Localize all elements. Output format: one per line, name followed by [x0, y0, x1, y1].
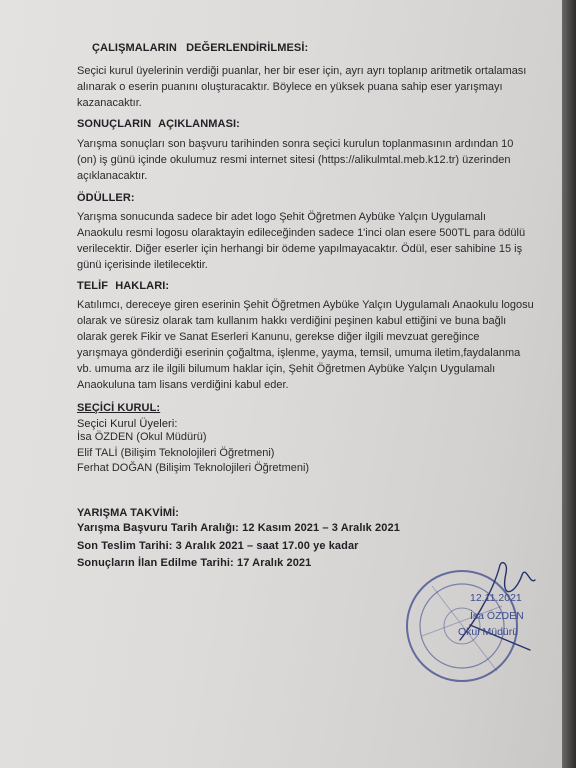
section-heading-awards: ÖDÜLLER:	[77, 192, 135, 204]
jury-member: Elif TALİ (Bilişim Teknolojileri Öğretmeni)	[77, 447, 275, 459]
paragraph-line: Anaokuluna tam lisans verdiğini kabul eder.	[77, 379, 289, 391]
calendar-item: Yarışma Başvuru Tarih Aralığı: 12 Kasım 2021 – 3 Aralık 2021	[77, 522, 400, 534]
calendar-item: Son Teslim Tarihi: 3 Aralık 2021 – saat 17.00 ye kadar	[77, 540, 359, 552]
paragraph-line: Seçici kurul üyelerinin verdiği puanlar, her bir eser için, ayrı ayrı toplanıp aritmetik ortalaması	[77, 65, 527, 77]
section-heading-jury: SEÇİCİ KURUL:	[77, 402, 161, 414]
jury-member: İsa ÖZDEN (Okul Müdürü)	[77, 431, 207, 443]
signature-date: 12.11.2021	[470, 592, 522, 604]
paragraph-line: günü içerisinde iletilecektir.	[77, 259, 208, 271]
paragraph-line: yarışmaya gönderdiği eserinin çoğaltma, işlenme, yayma, temsil, umuma iletim,faydalanma	[77, 347, 521, 359]
section-heading-results: SONUÇLARIN AÇIKLANMASI:	[77, 118, 240, 130]
paragraph-line: olarak gerek Fikir ve Sanat Eserleri Kanunu, gerekse diğer ilgili mevzuat gereğince	[77, 331, 480, 343]
paragraph-line: vb. umuma arz ile ilgili bilumum haklar için, Şehit Öğretmen Aybüke Yalçın Uygulamalı	[77, 363, 496, 375]
paragraph-line: açıklanacaktır.	[77, 170, 148, 182]
section-heading-copyright: TELİF HAKLARI:	[77, 280, 170, 292]
paragraph-line: kazanacaktır.	[77, 97, 142, 109]
signature-title: Okul Müdürü	[458, 626, 519, 638]
paragraph-line: Katılımcı, dereceye giren eserinin Şehit Öğretmen Aybüke Yalçın Uygulamalı Anaokulu logosu	[77, 299, 534, 311]
paragraph-line: Yarışma sonuçları son başvuru tarihinden sonra seçici kurulun toplanmasının ardından 10	[77, 138, 514, 150]
paragraph-line: Yarışma sonucunda sadece bir adet logo Şehit Öğretmen Aybüke Yalçın Uygulamalı	[77, 211, 486, 223]
paragraph-line: verilecektir. Diğer eserler için herhangi bir ödeme yapılmayacaktır. Ödül, eser sahibine 15 iş	[77, 243, 523, 255]
signature-name: İsa ÖZDEN	[470, 610, 524, 622]
background-edge	[562, 0, 576, 768]
section-heading-calendar: YARIŞMA TAKVİMİ:	[77, 507, 180, 519]
paragraph-line: olarak ve süresiz olarak tam kullanım hakkı verdiğini peşinen kabul ettiğini ve buna bağlı	[77, 315, 507, 327]
section-heading-evaluation: ÇALIŞMALARIN DEĞERLENDİRİLMESİ:	[92, 42, 309, 54]
jury-subheading: Seçici Kurul Üyeleri:	[77, 418, 178, 430]
paragraph-line: Anaokulu resmi logosu olaraktayin edileceğinden sadece 1'inci olan esere 500TL para ödülü	[77, 227, 526, 239]
paragraph-line: (on) iş günü içinde okulumuz resmi internet sitesi (https://alikulmtal.meb.k12.tr) üzerinden	[77, 154, 511, 166]
calendar-item: Sonuçların İlan Edilme Tarihi: 17 Aralık 2021	[77, 557, 312, 569]
signature-scribble	[440, 555, 560, 655]
paragraph-line: alınarak o eserin puanını oluşturacaktır. Böylece en yüksek puana sahip eser yarışmayı	[77, 81, 503, 93]
jury-member: Ferhat DOĞAN (Bilişim Teknolojileri Öğretmeni)	[77, 462, 310, 474]
